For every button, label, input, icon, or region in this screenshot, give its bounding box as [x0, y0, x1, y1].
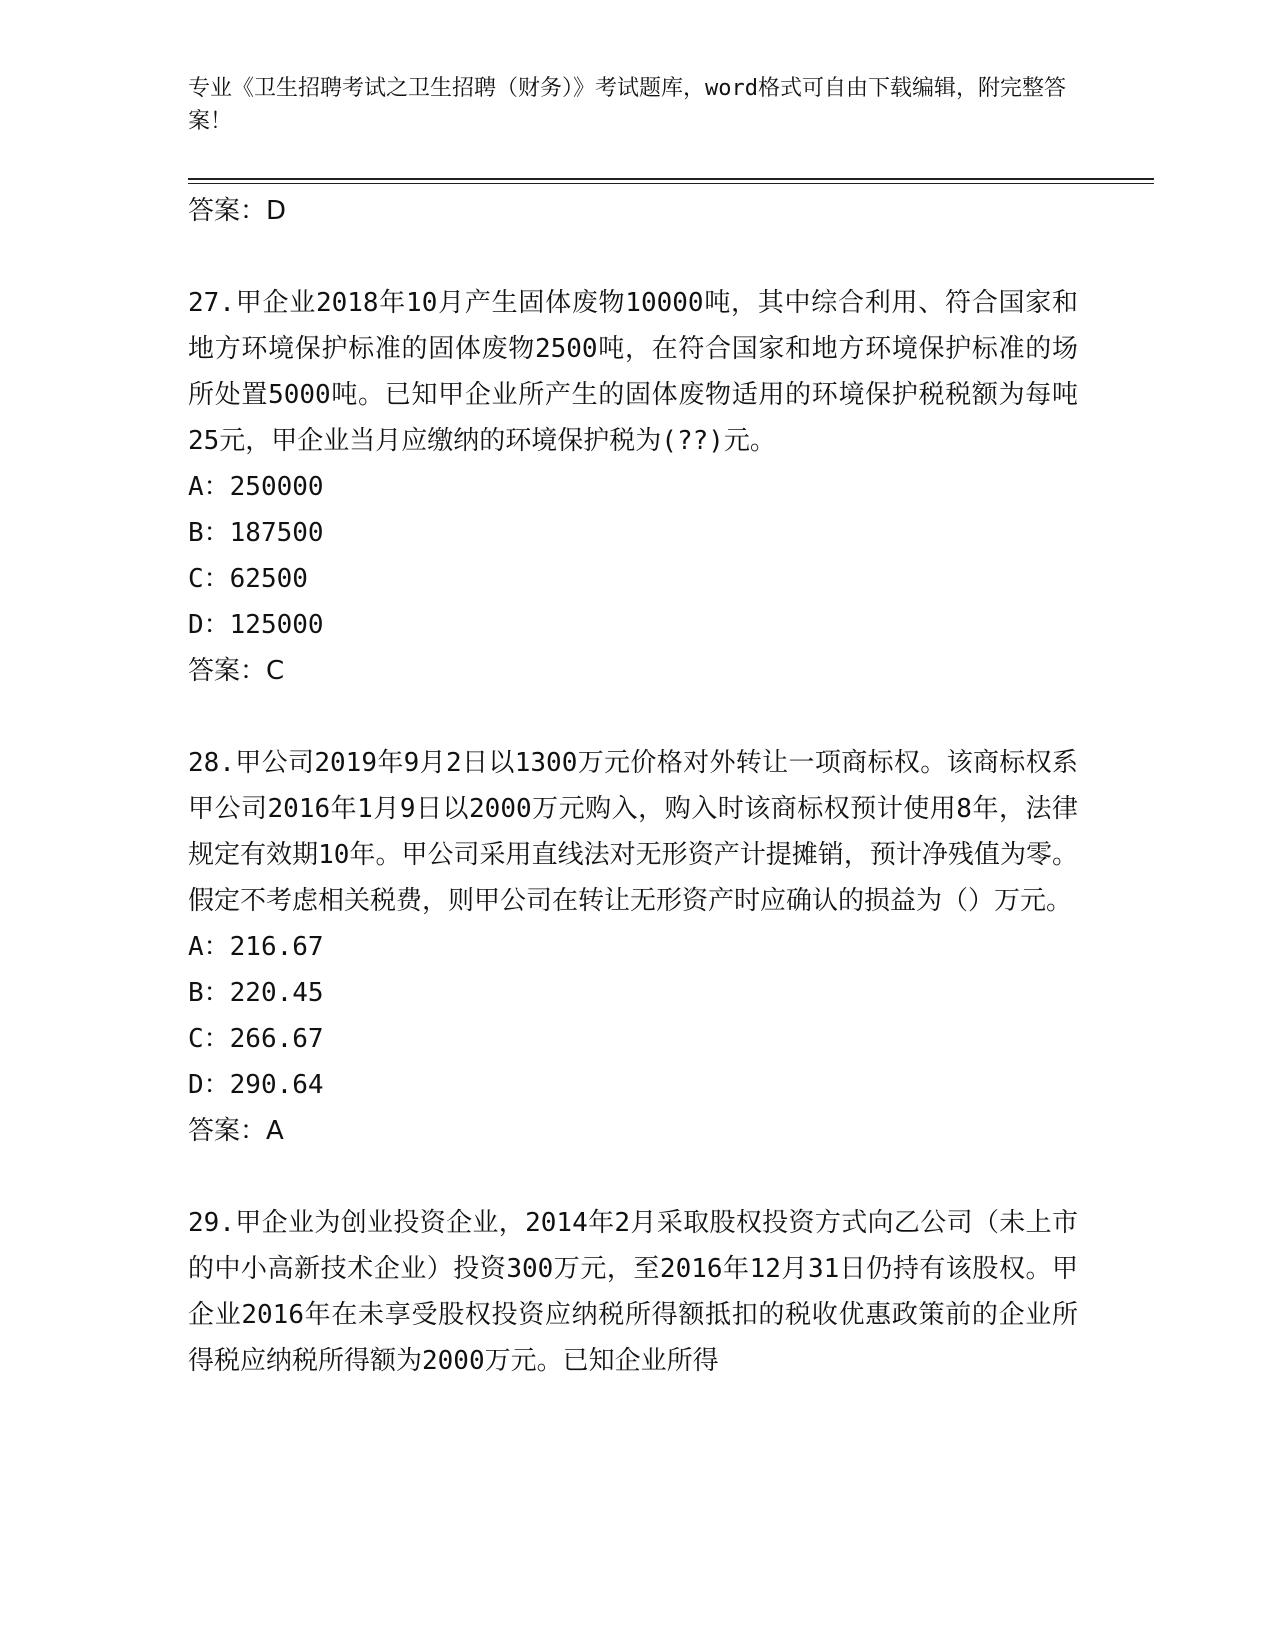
option-a: A：250000 — [188, 472, 324, 502]
answer-label: 答案： — [188, 656, 267, 686]
spacer — [188, 694, 1078, 740]
answer-label: 答案： — [188, 1116, 267, 1146]
document-content — [188, 188, 1078, 1384]
question-28 — [188, 740, 1078, 1154]
option-d: D：290.64 — [188, 1070, 324, 1100]
answer-line — [188, 648, 1078, 694]
answer-value: C — [266, 656, 285, 686]
question-27 — [188, 280, 1078, 694]
answer-line — [188, 188, 1078, 234]
question-text: 28.甲公司2019年9月2日以1300万元价格对外转让一项商标权。该商标权系甲公司2016年1月9日以2000万元购入，购入时该商标权预计使用8年，法律规定有效期10年。甲公司采用直线法对无形资产计提摊销，预计净残值为零。假定不考虑相关税费，则甲公司在转让无形资产时应确认的损益为（）万元。 — [188, 748, 1078, 916]
option-b: B：220.45 — [188, 978, 324, 1008]
option-c: C：62500 — [188, 564, 308, 594]
option-c: C：266.67 — [188, 1024, 324, 1054]
header-divider — [188, 178, 1154, 180]
answer-label: 答案： — [188, 196, 267, 226]
answer-line — [188, 1108, 1078, 1154]
answer-value: D — [266, 196, 287, 226]
answer-value: A — [266, 1116, 284, 1146]
page-header: 专业《卫生招聘考试之卫生招聘（财务）》考试题库，word格式可自由下载编辑，附完整答案！ — [188, 76, 1066, 134]
question-29 — [188, 1200, 1078, 1384]
option-d: D：125000 — [188, 610, 324, 640]
header-divider-thin — [188, 183, 1154, 184]
option-b: B：187500 — [188, 518, 324, 548]
question-text: 29.甲企业为创业投资企业，2014年2月采取股权投资方式向乙公司（未上市的中小高新技术企业）投资300万元，至2016年12月31日仍持有该股权。甲企业2016年在未享受股权投资应纳税所得额抵扣的税收优惠政策前的企业所得税应纳税所得额为2000万元。已知企业所得 — [188, 1208, 1078, 1376]
spacer — [188, 234, 1078, 280]
option-a: A：216.67 — [188, 932, 324, 962]
spacer — [188, 1154, 1078, 1200]
question-text: 27.甲企业2018年10月产生固体废物10000吨，其中综合利用、符合国家和地方环境保护标准的固体废物2500吨，在符合国家和地方环境保护标准的场所处置5000吨。已知甲企业所产生的固体废物适用的环境保护税税额为每吨25元，甲企业当月应缴纳的环境保护税为(??)元。 — [188, 288, 1078, 456]
